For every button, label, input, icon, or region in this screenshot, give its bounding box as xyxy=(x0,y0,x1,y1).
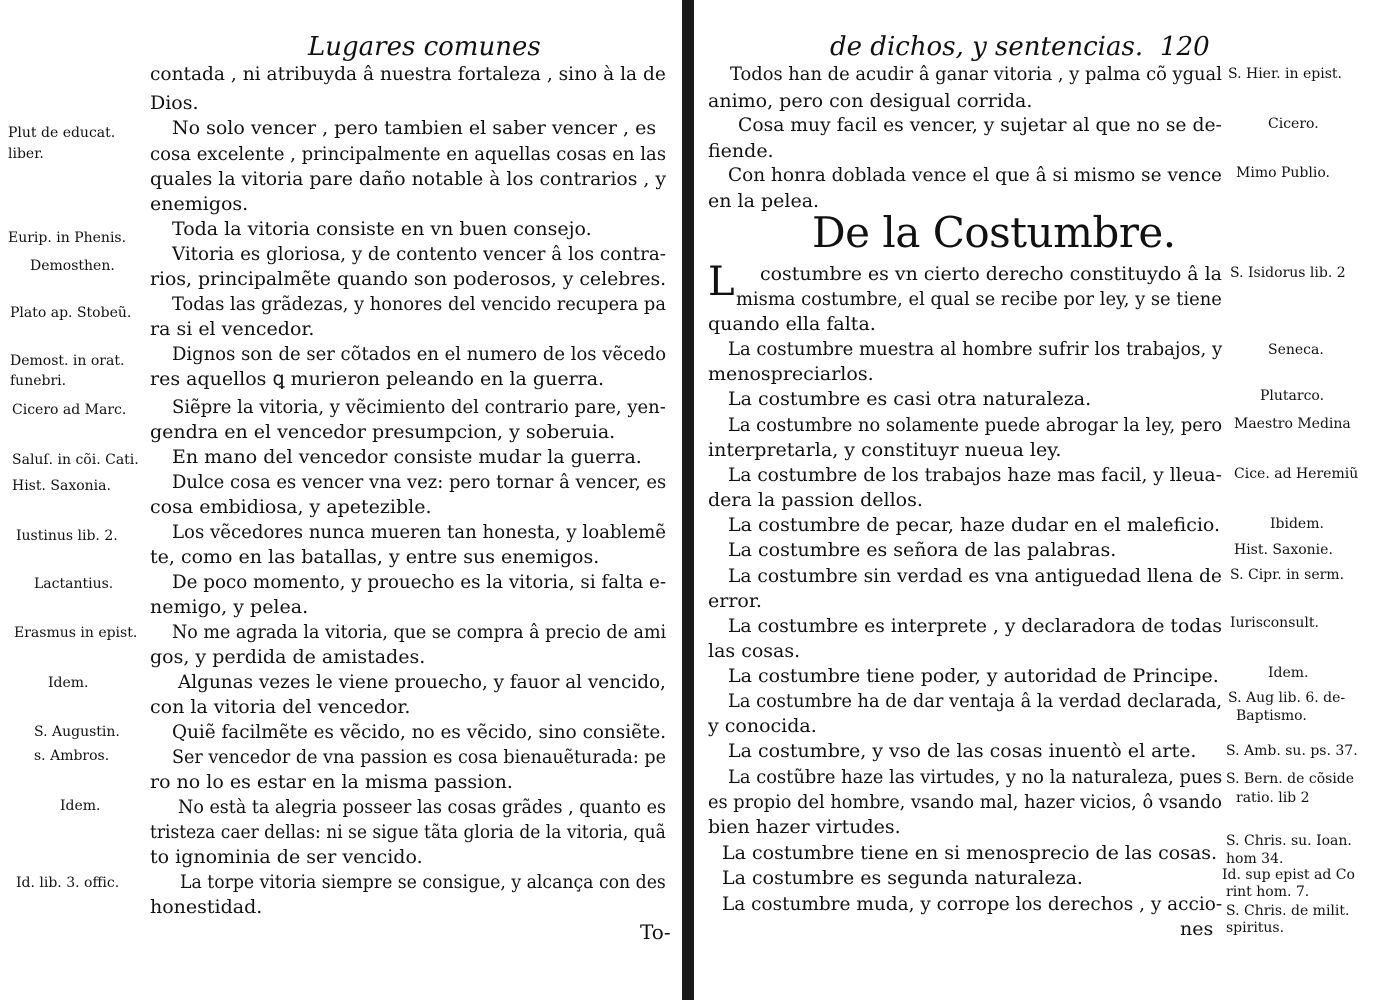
margin-note: Demost. in orat. xyxy=(10,353,125,369)
margin-note: Baptismo. xyxy=(1236,708,1307,724)
text-line: Algunas vezes le viene prouecho, y fauor al vencido, xyxy=(178,671,666,693)
text-line: ro no lo es estar en la misma passion. xyxy=(150,771,513,793)
margin-note: S. Augustin. xyxy=(34,724,120,740)
text-line: con la vitoria del vencedor. xyxy=(150,696,411,718)
text-line: La costũbre haze las virtudes, y no la naturaleza, pues xyxy=(728,766,1223,788)
margin-note: Id. sup epist ad Co xyxy=(1222,867,1355,883)
margin-note: S. Cipr. in serm. xyxy=(1230,567,1345,583)
text-line: costumbre es vn cierto derecho constituydo â la xyxy=(760,263,1222,285)
margin-note: funebri. xyxy=(10,373,67,389)
margin-note: Iustinus lib. 2. xyxy=(16,528,118,544)
margin-note: Plato ap. Stobeũ. xyxy=(10,305,132,321)
text-line: bien hazer virtudes. xyxy=(708,816,901,838)
text-line: error. xyxy=(708,590,762,612)
left-page xyxy=(0,0,682,1000)
text-line: menospreciarlos. xyxy=(708,363,874,385)
margin-note: Iurisconsult. xyxy=(1230,615,1319,631)
margin-note: Eurip. in Phenis. xyxy=(8,230,127,246)
text-line: tristeza caer dellas: ni se sigue tãta gloria de la vitoria, quã xyxy=(150,821,666,843)
text-line: La costumbre de los trabajos haze mas facil, y lleua- xyxy=(728,464,1222,486)
folio-number: 120 xyxy=(1160,32,1210,62)
book-gutter xyxy=(682,0,694,1000)
text-line: honestidad. xyxy=(150,896,263,918)
text-line: La costumbre no solamente puede abrogar la ley, pero xyxy=(728,414,1223,436)
margin-note: Id. lib. 3. offic. xyxy=(16,875,120,891)
text-line: La costumbre de pecar, haze dudar en el maleficio. xyxy=(728,514,1221,536)
text-line: La costumbre, y vso de las cosas inuentò el arte. xyxy=(728,740,1197,762)
text-line: La costumbre tiene en si menosprecio de las cosas. xyxy=(722,842,1218,864)
margin-note: hom 34. xyxy=(1226,851,1284,867)
margin-note: Saluſ. in cõi. Cati. xyxy=(12,452,139,468)
margin-note: S. Chris. de milit. xyxy=(1226,903,1350,919)
margin-note: Maestro Medina xyxy=(1234,416,1351,432)
section-title: De la Costumbre. xyxy=(812,208,1176,257)
margin-note: Mimo Publio. xyxy=(1236,165,1330,181)
margin-note: Cicero. xyxy=(1268,116,1319,132)
text-line: ra si el vencedor. xyxy=(150,318,315,340)
text-line: dera la passion dellos. xyxy=(708,489,923,511)
margin-note: rint hom. 7. xyxy=(1226,884,1310,900)
text-line: Dignos son de ser cõtados en el numero de los vẽcedo xyxy=(172,343,667,365)
margin-note: Plutarco. xyxy=(1260,388,1325,404)
text-line: las cosas. xyxy=(708,640,801,662)
text-line: Toda la vitoria consiste en vn buen consejo. xyxy=(172,218,592,240)
text-line: No solo vencer , pero tambien el saber vencer , es xyxy=(172,117,657,139)
text-line: contada , ni atribuyda â nuestra fortaleza , sino à la de xyxy=(150,63,666,85)
text-line: es propio del hombre, vsando mal, hazer vicios, ô vsando xyxy=(708,791,1222,813)
margin-note: S. Bern. de cõside xyxy=(1226,771,1355,787)
margin-note: liber. xyxy=(8,146,44,162)
margin-note: Idem. xyxy=(1268,665,1309,681)
margin-note: spiritus. xyxy=(1226,920,1285,936)
text-line: te, como en las batallas, y entre sus enemigos. xyxy=(150,546,600,568)
margin-note: S. Isidorus lib. 2 xyxy=(1230,265,1346,281)
margin-note: Lactantius. xyxy=(34,576,114,592)
text-line: La costumbre es casi otra naturaleza. xyxy=(728,388,1092,410)
text-line: cosa embidiosa, y apetezible. xyxy=(150,496,432,518)
text-line: La costumbre muestra al hombre sufrir los trabajos, y xyxy=(728,338,1223,360)
text-line: gendra en el vencedor presumpcion, y soberuia. xyxy=(150,421,616,443)
text-line: Todos han de acudir â ganar vitoria , y palma cõ ygual xyxy=(730,63,1222,85)
text-line: animo, pero con desigual corrida. xyxy=(708,90,1033,112)
text-line: Ser vencedor de vna passion es cosa bienauẽturada: pe xyxy=(172,746,666,768)
margin-note: Idem. xyxy=(60,798,101,814)
margin-note: Demosthen. xyxy=(30,258,115,274)
text-line: misma costumbre, el qual se recibe por ley, y se tiene xyxy=(736,288,1222,310)
text-line: gos, y perdida de amistades. xyxy=(150,646,426,668)
text-line: Dios. xyxy=(150,92,199,114)
text-line: rios, principalmẽte quando son poderosos, y celebres. xyxy=(150,268,667,290)
margin-note: S. Aug lib. 6. de- xyxy=(1228,690,1346,706)
text-line: quando ella falta. xyxy=(708,313,876,335)
text-line: quales la vitoria pare daño notable à los contrarios , y xyxy=(150,168,666,190)
text-line: Quiẽ facilmẽte es vẽcido, no es vẽcido, sino consiẽte. xyxy=(172,721,667,743)
text-line: y conocida. xyxy=(708,715,817,737)
text-line: La costumbre ha de dar ventaja â la verdad declarada, xyxy=(728,690,1223,712)
text-line: Dulce cosa es vencer vna vez: pero tornar â vencer, es xyxy=(172,471,667,493)
text-line: En mano del vencedor consiste mudar la guerra. xyxy=(172,446,642,468)
text-line: to ignominia de ser vencido. xyxy=(150,846,423,868)
margin-note: Cice. ad Heremiũ xyxy=(1234,466,1359,482)
text-line: La costumbre muda, y corrope los derechos , y accio- xyxy=(722,893,1223,915)
text-line: De poco momento, y prouecho es la vitoria, si falta e- xyxy=(172,571,667,593)
right-running-head: de dichos, y sentencias. xyxy=(830,32,1144,62)
text-line: Con honra doblada vence el que â si mismo se vence xyxy=(728,164,1222,186)
margin-note: Idem. xyxy=(48,675,89,691)
text-line: No està ta alegria posseer las cosas grãdes , quanto es xyxy=(178,796,666,818)
text-line: fiende. xyxy=(708,140,774,162)
text-line: Todas las grãdezas, y honores del vencido recupera pa xyxy=(172,293,666,315)
text-line: interpretarla, y constituyr nueua ley. xyxy=(708,439,1062,461)
text-line: Vitoria es gloriosa, y de contento vencer â los contra- xyxy=(172,243,666,265)
text-line: enemigos. xyxy=(150,193,249,215)
margin-note: Ibidem. xyxy=(1270,516,1324,532)
margin-note: Hist. Saxonie. xyxy=(1234,542,1333,558)
text-line: cosa excelente , principalmente en aquellas cosas en las xyxy=(150,143,667,165)
margin-note: ratio. lib 2 xyxy=(1236,790,1310,806)
left-running-head: Lugares comunes xyxy=(308,32,541,62)
text-line: en la pelea. xyxy=(708,190,820,212)
margin-note: Hist. Saxonia. xyxy=(12,478,111,494)
text-line: Siẽpre la vitoria, y vẽcimiento del contrario pare, yen- xyxy=(172,396,666,418)
text-line: res aquellos ꝗ murieron peleando en la guerra. xyxy=(150,368,605,390)
drop-cap: L xyxy=(708,259,735,305)
catchword: To- xyxy=(640,920,671,944)
margin-note: S. Hier. in epist. xyxy=(1228,66,1342,82)
text-line: La costumbre tiene poder, y autoridad de Principe. xyxy=(728,665,1219,687)
text-line: nemigo, y pelea. xyxy=(150,596,309,618)
text-line: La costumbre es interprete , y declaradora de todas xyxy=(728,615,1222,637)
text-line: Los vẽcedores nunca mueren tan honesta, y loablemẽ xyxy=(172,521,666,543)
text-line: Cosa muy facil es vencer, y sujetar al que no se de- xyxy=(738,114,1222,136)
margin-note: S. Chris. su. Ioan. xyxy=(1226,833,1352,849)
text-line: La costumbre es segunda naturaleza. xyxy=(722,867,1083,889)
text-line: La costumbre es señora de las palabras. xyxy=(728,539,1117,561)
margin-note: Erasmus in epist. xyxy=(14,625,138,641)
margin-note: Plut de educat. xyxy=(8,125,116,141)
margin-note: s. Ambros. xyxy=(34,748,110,764)
margin-note: S. Amb. su. ps. 37. xyxy=(1226,743,1358,759)
text-line: No me agrada la vitoria, que se compra â precio de ami xyxy=(172,621,667,643)
text-line: La torpe vitoria siempre se consigue, y alcança con des xyxy=(180,871,666,893)
text-line: La costumbre sin verdad es vna antiguedad llena de xyxy=(728,565,1222,587)
text-line: nes xyxy=(1180,918,1214,940)
margin-note: Cicero ad Marc. xyxy=(12,402,127,418)
margin-note: Seneca. xyxy=(1268,342,1324,358)
